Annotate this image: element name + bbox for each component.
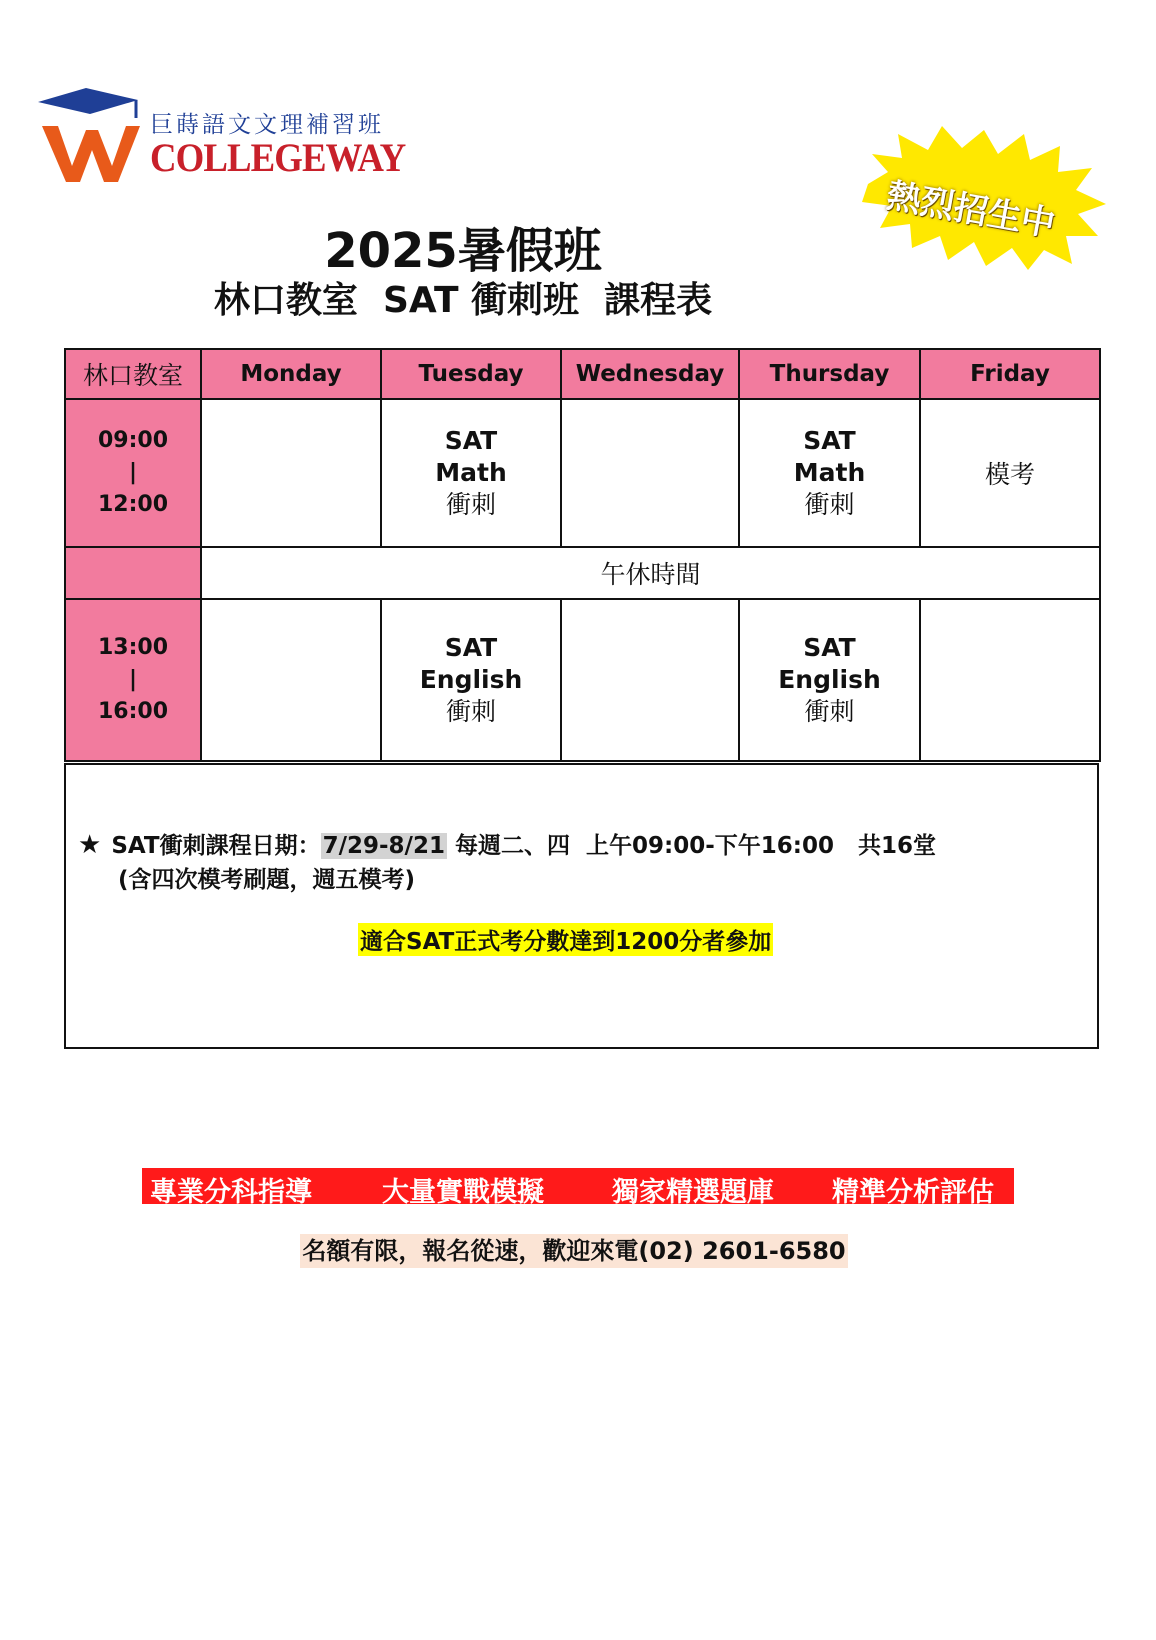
afternoon-end-time: 16:00: [97, 699, 169, 724]
afternoon-time-separator: |: [128, 667, 138, 692]
header-monday: Monday: [201, 349, 381, 399]
schedule-table: [64, 348, 1101, 762]
feature-item: 精準分析評估: [832, 1177, 994, 1208]
morning-time-cell: [65, 399, 201, 547]
header-tuesday: Tuesday: [381, 349, 561, 399]
monday-afternoon-cell: [201, 599, 381, 761]
course-line: SAT: [803, 426, 856, 455]
course-line: 衝刺: [445, 697, 496, 726]
friday-morning-cell: 模考: [920, 399, 1100, 547]
wednesday-morning-cell: [561, 399, 739, 547]
header-classroom: 林口教室: [65, 349, 201, 399]
graduation-cap-w-icon: [36, 86, 156, 196]
course-line: SAT: [444, 426, 498, 455]
features-bar: [142, 1168, 1014, 1208]
header-wednesday: Wednesday: [561, 349, 739, 399]
course-line: English: [419, 665, 523, 694]
thursday-morning-cell: [739, 399, 920, 547]
tuesday-morning-cell: [381, 399, 561, 547]
morning-time-separator: |: [128, 460, 138, 485]
afternoon-row: [65, 599, 1100, 761]
page-subtitle: 林口教室 SAT 衝刺班 課程表: [213, 280, 713, 321]
course-line: SAT: [444, 633, 498, 662]
lunch-break-cell: 午休時間: [201, 547, 1100, 599]
course-dates-range: 7/29-8/21: [322, 833, 445, 859]
monday-morning-cell: [201, 399, 381, 547]
afternoon-time-cell: [65, 599, 201, 761]
course-line: Math: [435, 458, 507, 487]
recruiting-badge-text: 熱烈招生中: [883, 175, 1059, 245]
course-line: 衝刺: [804, 697, 855, 726]
logo-english-name: COLLEGEWAY: [150, 135, 406, 180]
course-line: SAT: [803, 633, 856, 662]
morning-end-time: 12:00: [97, 492, 169, 517]
thursday-afternoon-cell: [739, 599, 920, 761]
header-thursday: Thursday: [739, 349, 920, 399]
mock-exam-note: (含四次模考刷題，週五模考): [118, 867, 416, 893]
contact-info: 名額有限，報名從速，歡迎來電(02) 2601-6580: [300, 1234, 848, 1268]
schedule-header-row: [65, 349, 1100, 399]
feature-item: 獨家精選題庫: [612, 1177, 774, 1208]
morning-row: [65, 399, 1100, 547]
wednesday-afternoon-cell: [561, 599, 739, 761]
course-dates-label: SAT衝刺課程日期：: [111, 833, 321, 859]
feature-item: 大量實戰模擬: [382, 1177, 544, 1208]
feature-item: 專業分科指導: [150, 1177, 312, 1208]
morning-start-time: 09:00: [97, 428, 169, 453]
collegeway-logo: [36, 86, 416, 196]
course-notes-box: [64, 763, 1099, 1049]
star-icon: ★: [78, 830, 102, 860]
course-line: English: [778, 665, 881, 694]
course-dates-detail: 每週二、四 上午09:00-下午16:00 共16堂: [446, 833, 936, 859]
lunch-time-cell: [65, 547, 201, 599]
afternoon-start-time: 13:00: [97, 635, 169, 660]
eligibility-note: 適合SAT正式考分數達到1200分者參加: [358, 923, 773, 956]
course-line: 衝刺: [445, 490, 496, 519]
lunch-row: [65, 547, 1100, 599]
page-title: 2025暑假班: [324, 223, 602, 279]
friday-afternoon-cell: [920, 599, 1100, 761]
tuesday-afternoon-cell: [381, 599, 561, 761]
course-line: Math: [793, 458, 866, 487]
course-line: 衝刺: [804, 490, 855, 519]
course-dates-note: [78, 827, 936, 860]
header-friday: Friday: [920, 349, 1100, 399]
logo-chinese-name: 巨蒔語文文理補習班: [150, 112, 384, 138]
